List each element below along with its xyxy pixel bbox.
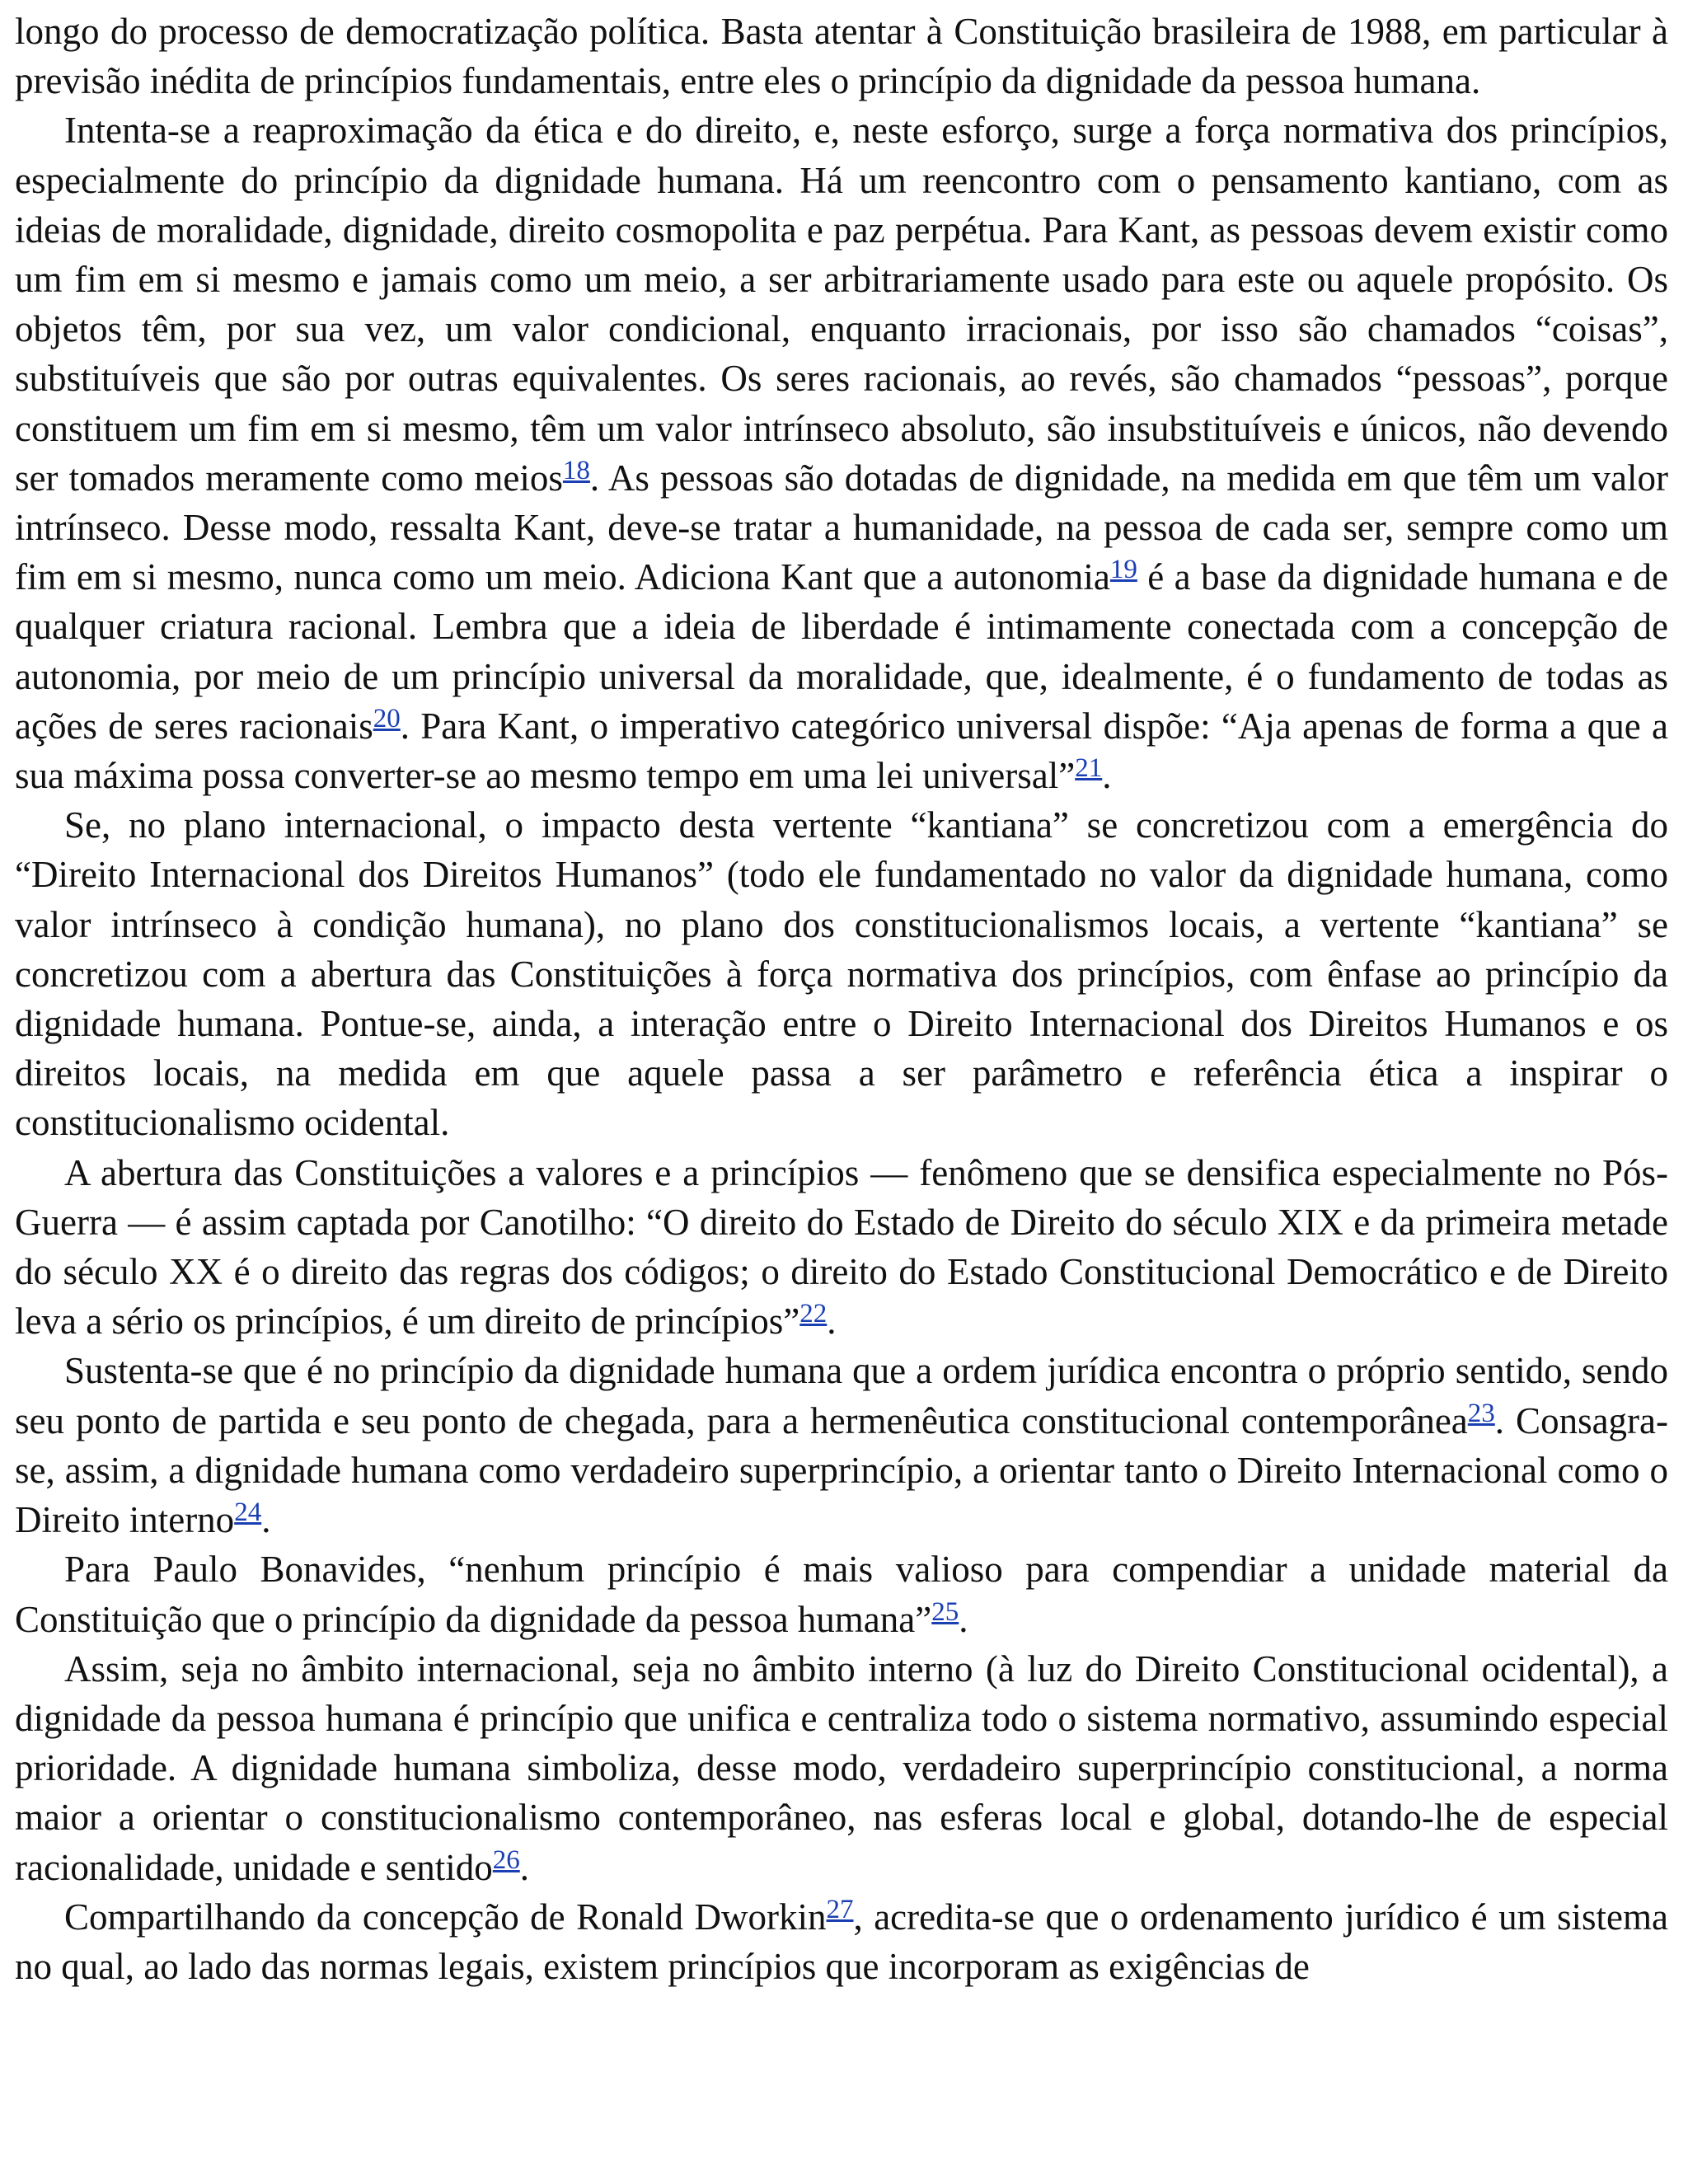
footnote-link-18[interactable]: 18 — [562, 455, 590, 485]
text-segment: . Consagra-se, assim, a dignidade humana como verdadeiro superprincípio, a orientar tanto o Direito Internacional como o Direito interno — [15, 1399, 1668, 1541]
text-segment: . — [519, 1846, 530, 1888]
text-segment: é a base da dignidade humana e de qualquer criatura racional. Lembra que a ideia de liberdade é intimamente conectada com a concepção de autonomia, por meio de um princípio universal da moralidade, que, idealmente, é o fundamento de todas as ações de seres racionais — [15, 556, 1668, 747]
paragraph — [15, 1892, 1668, 1991]
paragraph — [15, 1346, 1668, 1544]
text-segment: longo do processo de democratização política. Basta atentar à Constituição brasileira de 1988, em particular à previsão inédita de princípios fundamentais, entre eles o princípio da dignidade da pessoa humana. — [15, 11, 1668, 102]
paragraph — [15, 1148, 1668, 1347]
paragraph — [15, 105, 1668, 800]
footnote-link-23[interactable]: 23 — [1467, 1398, 1495, 1428]
document-page — [15, 7, 1668, 1991]
paragraph — [15, 1644, 1668, 1892]
footnote-link-19[interactable]: 19 — [1109, 555, 1137, 585]
paragraph — [15, 7, 1668, 105]
paragraph — [15, 800, 1668, 1147]
footnote-link-20[interactable]: 20 — [373, 703, 401, 733]
text-segment: Se, no plano internacional, o impacto desta vertente “kantiana” se concretizou com a emergência do “Direito Internacional dos Direitos Humanos” (todo ele fundamentado no valor da dignidade humana, como valor intrínseco à condição humana), no plano dos constitucionalismos locais, a vertente “kantiana” se concretizou com a abertura das Constituições à força normativa dos princípios, com ênfase ao princípio da dignidade humana. Pontue-se, ainda, a interação entre o Direito Internacional dos Direitos Humanos e os direitos locais, na medida em que aquele passa a ser parâmetro e referência ética a inspirar o constitucionalismo ocidental. — [15, 804, 1668, 1144]
text-segment: Intenta-se a reaproximação da ética e do direito, e, neste esforço, surge a força normativa dos princípios, especialmente do princípio da dignidade humana. Há um reencontro com o pensamento kantiano, com as ideias de moralidade, dignidade, direito cosmopolita e paz perpétua. Para Kant, as pessoas devem existir como um fim em si mesmo e jamais como um meio, a ser arbitrariamente usado para este ou aquele propósito. Os objetos têm, por sua vez, um valor condicional, enquanto irracionais, por isso são chamados “coisas”, substituíveis que são por outras equivalentes. Os seres racionais, ao revés, são chamados “pessoas”, porque constituem um fim em si mesmo, têm um valor intrínseco absoluto, são insubstituíveis e únicos, não devendo ser tomados meramente como meios — [15, 110, 1668, 499]
text-segment: . As pessoas são dotadas de dignidade, na medida em que têm um valor intrínseco. Desse modo, ressalta Kant, deve-se tratar a humanidade, na pessoa de cada ser, sempre como um fim em si mesmo, nunca como um meio. Adiciona Kant que a autonomia — [15, 457, 1669, 598]
text-segment: , acredita-se que o ordenamento jurídico é um sistema no qual, ao lado das normas legais, existem princípios que incorporam as exigências de — [15, 1896, 1669, 1987]
footnote-link-21[interactable]: 21 — [1075, 753, 1103, 784]
text-segment: . Para Kant, o imperativo categórico universal dispõe: “Aja apenas de forma a que a sua máxima possa converter-se ao mesmo tempo em uma lei universal” — [15, 705, 1668, 797]
text-segment: Assim, seja no âmbito internacional, seja no âmbito interno (à luz do Direito Constitucional ocidental), a dignidade da pessoa humana é princípio que unifica e centraliza todo o sistema normativo, assumindo especial prioridade. A dignidade humana simboliza, desse modo, verdadeiro superprincípio constitucional, a norma maior a orientar o constitucionalismo contemporâneo, nas esferas local e global, dotando-lhe de especial racionalidade, unidade e sentido — [15, 1647, 1668, 1888]
footnote-link-26[interactable]: 26 — [492, 1844, 520, 1875]
text-segment: . — [261, 1499, 271, 1541]
footnote-link-22[interactable]: 22 — [799, 1299, 828, 1329]
footnote-link-27[interactable]: 27 — [826, 1894, 854, 1924]
text-segment: Sustenta-se que é no princípio da dignidade humana que a ordem jurídica encontra o próprio sentido, sendo seu ponto de partida e seu ponto de chegada, para a hermenêutica constitucional contemporânea — [15, 1350, 1668, 1441]
footnote-link-24[interactable]: 24 — [234, 1497, 262, 1528]
text-segment: . — [1102, 755, 1112, 797]
footnote-link-25[interactable]: 25 — [931, 1596, 959, 1627]
paragraph — [15, 1544, 1668, 1643]
text-segment: . — [959, 1598, 968, 1640]
text-segment: Para Paulo Bonavides, “nenhum princípio é mais valioso para compendiar a unidade material da Constituição que o princípio da dignidade da pessoa humana” — [15, 1549, 1668, 1640]
text-segment: Compartilhando da concepção de Ronald Dworkin — [64, 1896, 827, 1938]
text-segment: A abertura das Constituições a valores e a princípios — fenômeno que se densifica especialmente no Pós-Guerra — é assim captada por Canotilho: “O direito do Estado de Direito do século XIX e da primeira metade do século XX é o direito das regras dos códigos; o direito do Estado Constitucional Democrático e de Direito leva a sério os princípios, é um direito de princípios” — [15, 1151, 1668, 1343]
text-segment: . — [827, 1301, 837, 1343]
